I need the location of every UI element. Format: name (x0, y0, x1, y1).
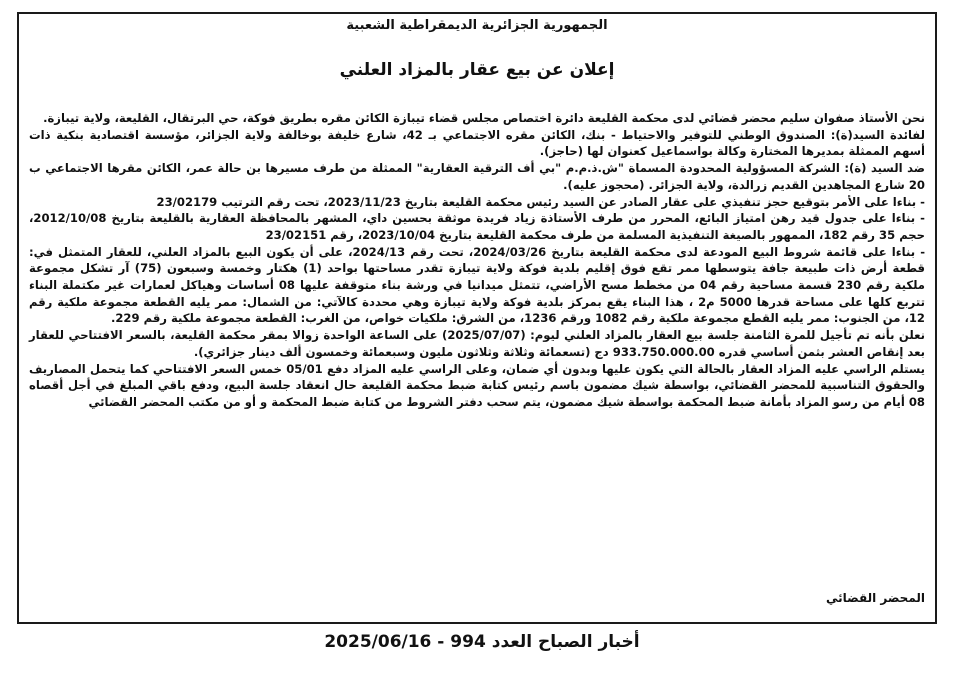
announcement-frame (17, 12, 937, 624)
beneficiary-paragraph: لفائدة السيد(ة): الصندوق الوطني للتوفير والاحتياط - بنك، الكائن مقره الاجتماعي بـ 42، شارع خليفة بوخالفة ولاية الجزائر، مؤسسة اقتصادية بنكية ذات أسهم الممثلة بمديرها المختارة وكالة بواسماعيل كعنوان لها (حاجز). (29, 127, 925, 159)
intro-paragraph: نحن الأستاذ صفوان سليم محضر قضائي لدى محكمة القليعة دائرة اختصاص مجلس قضاء تيبازة الكائن مقره بطريق فوكة، حي البرتقال، القليعة، ولاية تيبازة. (43, 111, 925, 125)
terms-paragraph: يستلم الراسي عليه المزاد العقار بالحالة التي يكون عليها وبدون أي ضمان، وعلى الراسي عليه المزاد دفع 05/01 خمس السعر الافتتاحي كما يتحمل المصاريف والحقوق التناسبية للمحضر القضائي، بواسطة شيك مضمون باسم رئيس كتابة ضبط محكمة القليعة حال انعقاد جلسة البيع، ودفع باقي المبلغ في أجل أقصاه 08 أيام من رسو المزاد بأمانة ضبط المحكمة بواسطة شيك مضمون، يتم سحب دفتر الشروط من كتابة ضبط المحكمة و أو من مكتب المحضر القضائي (29, 361, 925, 409)
against-paragraph: ضد السيد (ة): الشركة المسؤولية المحدودة المسماة "ش.ذ.م.م "بي أف الترقية العقارية" الممثلة من طرف مسيرها بن حالة عمر، الكائن مقرها الاجتماعي ب 20 شارع المجاهدين القديم زرالدة، ولاية الجزائر. (محجوز عليه). (29, 161, 925, 192)
bailiff-signature: المحضر القضائي (825, 591, 925, 605)
order-paragraph: - بناءا على الأمر بتوقيع حجز تنفيذي على عقار الصادر عن السيد رئيس محكمة القليعة بتاريخ 2023/11/23، تحت رقم الترتيب 23/02179 (156, 194, 925, 209)
newspaper-footer: أخبار الصباح العدد 994 - 2025/06/16 (324, 632, 640, 652)
table-paragraph: - بناءا على جدول قيد رهن امتياز البائع، المحرر من طرف الأستاذة زياد فريدة موثقة بحسين داي، المشهر بالمحافظة العقارية بالقليعة بتاريخ 2012/10/08، حجم 35 رقم 182، الممهور بالصيغة التنفيذية المسلمة من طرف محكمة القليعة بتاريخ 2023/10/04، رقم 23/02151 (29, 211, 925, 242)
announcement-body (29, 110, 925, 411)
republic-header: الجمهورية الجزائرية الديمقراطية الشعبية (346, 18, 608, 33)
postponement-paragraph: نعلن بأنه تم تأجيل للمرة الثامنة جلسة بيع العقار بالمزاد العلني ليوم: (2025/07/07) على الساعة الواحدة زوالا بمقر محكمة القليعة، بالسعر الافتتاحي للعقار بعد إنقاص العشر بثمن أساسي قدره 933.750.000.00 دج (تسعمائة وثلاثة وثلاثون مليون وسبعمائة وخمسون ألف دينار جزائري). (29, 328, 926, 359)
announcement-title: إعلان عن بيع عقار بالمزاد العلني (339, 60, 615, 80)
conditions-paragraph: - بناءا على قائمة شروط البيع المودعة لدى محكمة القليعة بتاريخ 2024/03/26، تحت رقم 2024/13، على أن يكون البيع بالمزاد العلني، للعقار المتمثل في: قطعة أرض ذات طبيعة جافة يتوسطها ممر تقع فوق إقليم بلدية فوكة ولاية تيبازة تقدر مساحتها بواحد (1) هكتار وخمسة وسبعون (75) آر تشكل مجموعة ملكية رقم 230 قسمة مساحية رقم 04 من مخطط مسح الأراضي، تتمثل ميدانيا في ورشة بناء متوقفة عليها 08 أساسات وهياكل لعمارات غير مكتملة البناء تتربع كلها على مساحة قدرها 5000 م2 ، هذا البناء يقع بمركز بلدية فوكة ولاية تيبازة وهي محددة كالآتي: من الشمال: ممر يليه القطعة مجموعة ملكية رقم 12، من الجنوب: ممر يليه القطع مجموعة ملكية رقم 1082 ورقم 1236، من الشرق: ملكيات خواص، من الغرب: القطعة مجموعة ملكية رقم 229. (29, 244, 926, 326)
